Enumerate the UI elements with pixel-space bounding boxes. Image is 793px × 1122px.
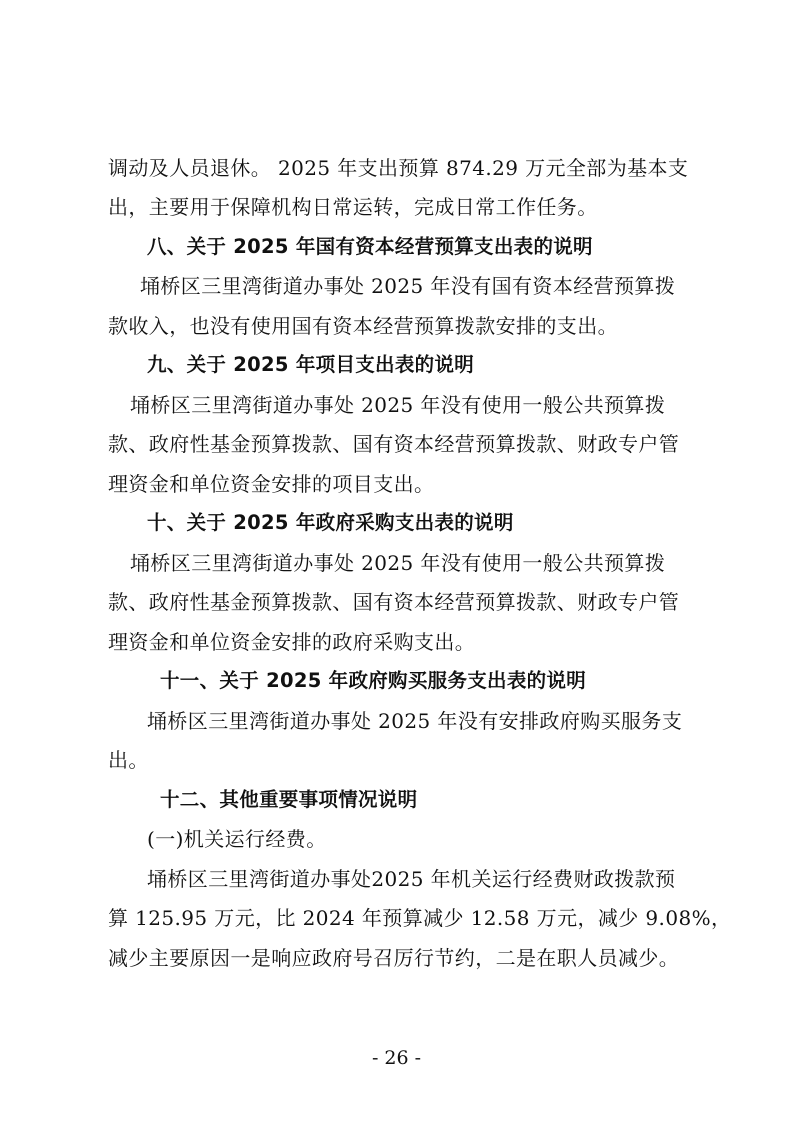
body-text-line: 理资金和单位资金安排的政府采购支出。	[108, 630, 476, 654]
body-text-line: 埇桥区三里湾街道办事处 2025 年没有国有资本经营预算拨	[140, 274, 676, 298]
body-text-line: 款、政府性基金预算拨款、国有资本经营预算拨款、财政专户管	[108, 432, 680, 456]
body-text-line: 款、政府性基金预算拨款、国有资本经营预算拨款、财政专户管	[108, 590, 680, 614]
body-text-line: 算 125.95 万元，比 2024 年预算减少 12.58 万元，减少 9.08%，	[108, 906, 732, 930]
body-text-line: 出。	[108, 748, 149, 772]
body-text-line: 埇桥区三里湾街道办事处 2025 年没有使用一般公共预算拨	[130, 393, 666, 417]
section-heading: 十一、关于 2025 年政府购买服务支出表的说明	[160, 669, 587, 692]
page-number: - 26 -	[371, 1047, 422, 1069]
body-text-line: 埇桥区三里湾街道办事处 2025 年没有安排政府购买服务支	[147, 709, 683, 733]
subsection-title: (一)机关运行经费。	[147, 827, 327, 851]
body-text-line: 款收入，也没有使用国有资本经营预算拨款安排的支出。	[108, 314, 618, 338]
section-heading: 八、关于 2025 年国有资本经营预算支出表的说明	[147, 235, 593, 258]
section-heading: 九、关于 2025 年项目支出表的说明	[147, 353, 475, 376]
body-text-line: 出，主要用于保障机构日常运转，完成日常工作任务。	[108, 195, 598, 219]
body-text-line: 埇桥区三里湾街道办事处 2025 年没有使用一般公共预算拨	[130, 551, 666, 575]
body-text-line: 调动及人员退休。 2025 年支出预算 874.29 万元全部为基本支	[108, 156, 689, 180]
body-text-line: 理资金和单位资金安排的项目支出。	[108, 472, 435, 496]
body-text-line: 减少主要原因一是响应政府号召厉行节约，二是在职人员减少。	[108, 946, 680, 970]
section-heading: 十二、其他重要事项情况说明	[160, 788, 418, 811]
section-heading: 十、关于 2025 年政府采购支出表的说明	[147, 511, 514, 534]
body-text-line: 埇桥区三里湾街道办事处2025 年机关运行经费财政拨款预	[147, 867, 676, 891]
